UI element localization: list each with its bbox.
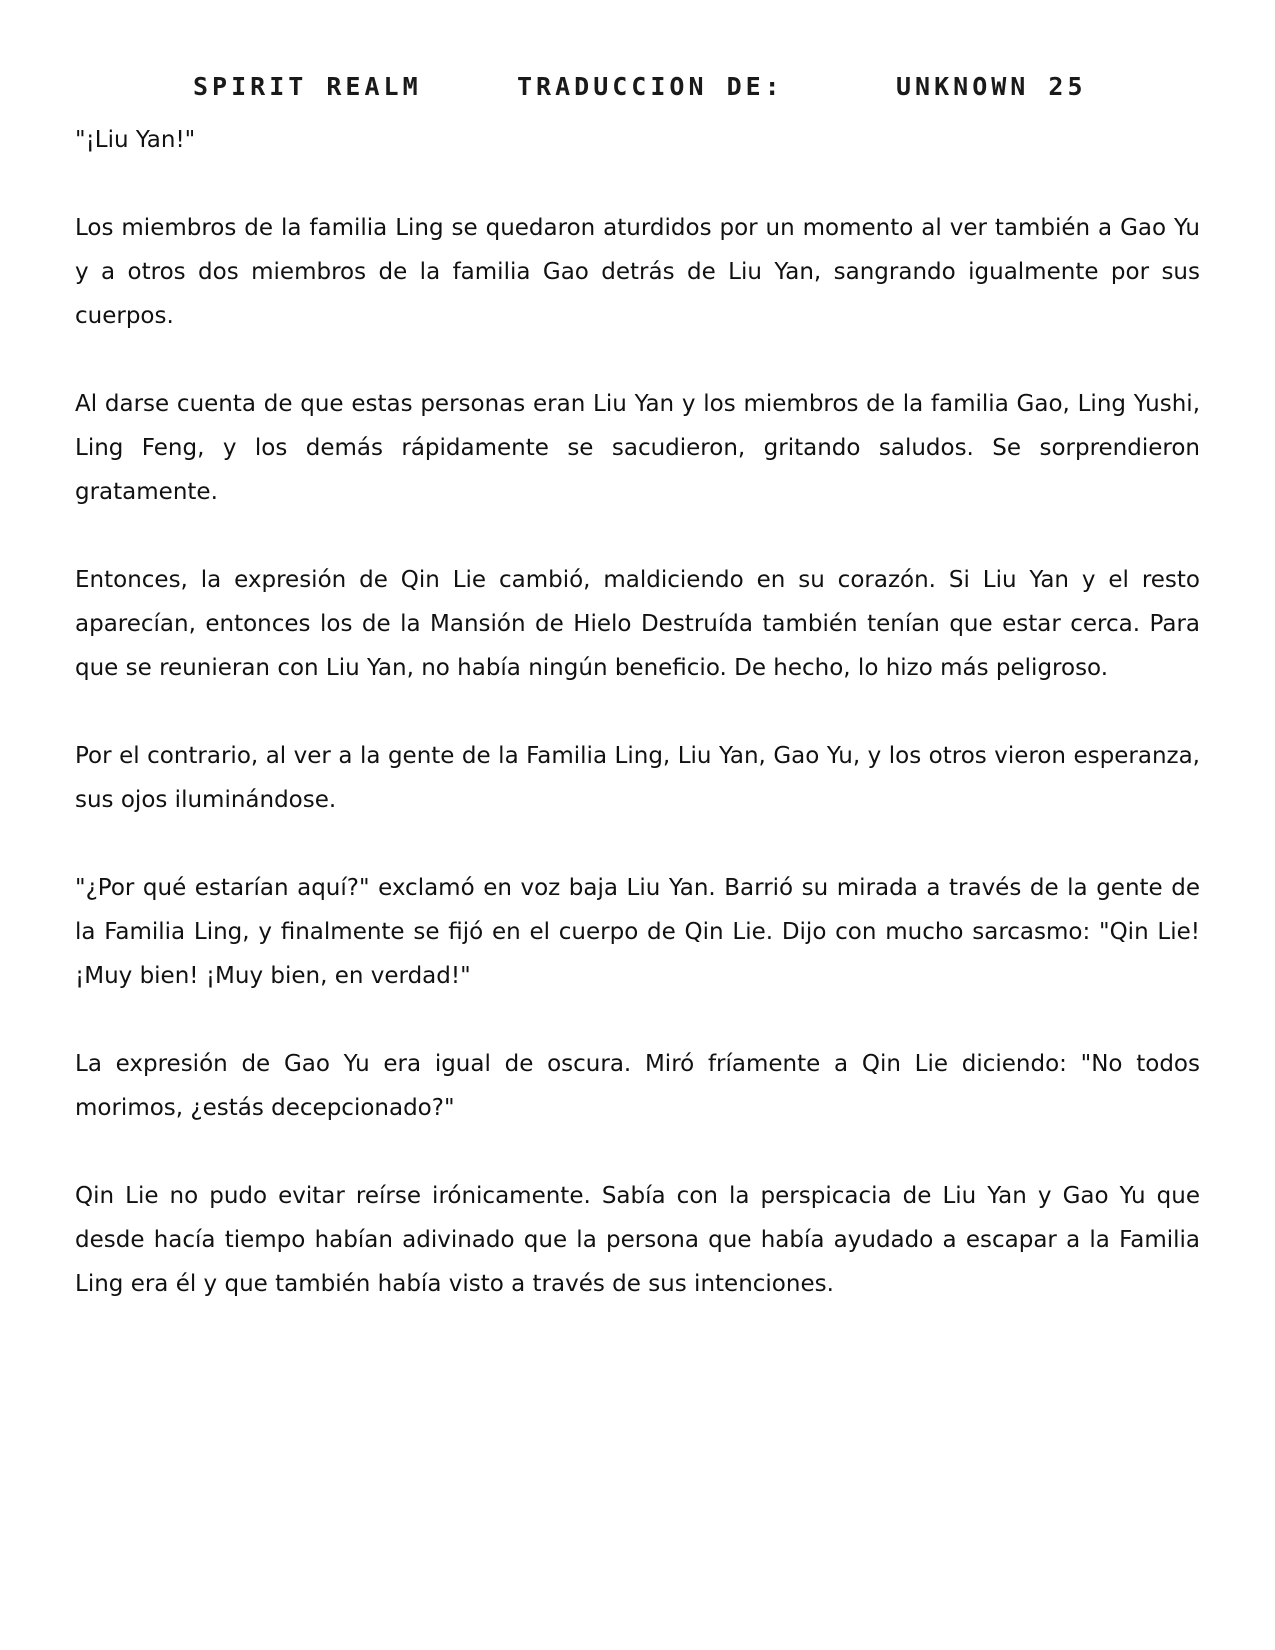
paragraph: "¡Liu Yan!" [75,127,196,153]
paragraph: Qin Lie no pudo evitar reírse irónicamente. Sabía con la perspicacia de Liu Yan y Gao Yu que desde hacía tiempo habían adivinado que la persona que había ayudado a escapar a la Familia Ling era él y que también había visto a través de sus intenciones. [75,1183,1200,1297]
paragraph: Los miembros de la familia Ling se quedaron aturdidos por un momento al ver también a Gao Yu y a otros dos miembros de la familia Gao detrás de Liu Yan, sangrando igualmente por sus cuerpos. [75,215,1200,329]
paragraph: Entonces, la expresión de Qin Lie cambió, maldiciendo en su corazón. Si Liu Yan y el resto aparecían, entonces los de la Mansión de Hielo Destruída también tenían que estar cerca. Para que se reunieran con Liu Yan, no había ningún beneficio. De hecho, lo hizo más peligroso. [75,567,1200,681]
paragraph: "¿Por qué estarían aquí?" exclamó en voz baja Liu Yan. Barrió su mirada a través de la gente de la Familia Ling, y finalmente se fijó en el cuerpo de Qin Lie. Dijo con mucho sarcasmo: "Qin Lie! ¡Muy bien! ¡Muy bien, en verdad!" [75,875,1200,989]
header-translator: UNKNOWN 25 [896,72,1087,101]
body-text [75,118,1200,1350]
page-header [0,72,1275,108]
header-translation-label: TRADUCCION DE: [517,72,784,101]
paragraph: La expresión de Gao Yu era igual de oscura. Miró fríamente a Qin Lie diciendo: "No todos morimos, ¿estás decepcionado?" [75,1051,1200,1121]
header-title: SPIRIT REALM [193,72,422,101]
paragraph: Por el contrario, al ver a la gente de la Familia Ling, Liu Yan, Gao Yu, y los otros vieron esperanza, sus ojos iluminándose. [75,743,1200,813]
paragraph: Al darse cuenta de que estas personas eran Liu Yan y los miembros de la familia Gao, Ling Yushi, Ling Feng, y los demás rápidamente se sacudieron, gritando saludos. Se sorprendieron gratamente. [75,391,1200,505]
